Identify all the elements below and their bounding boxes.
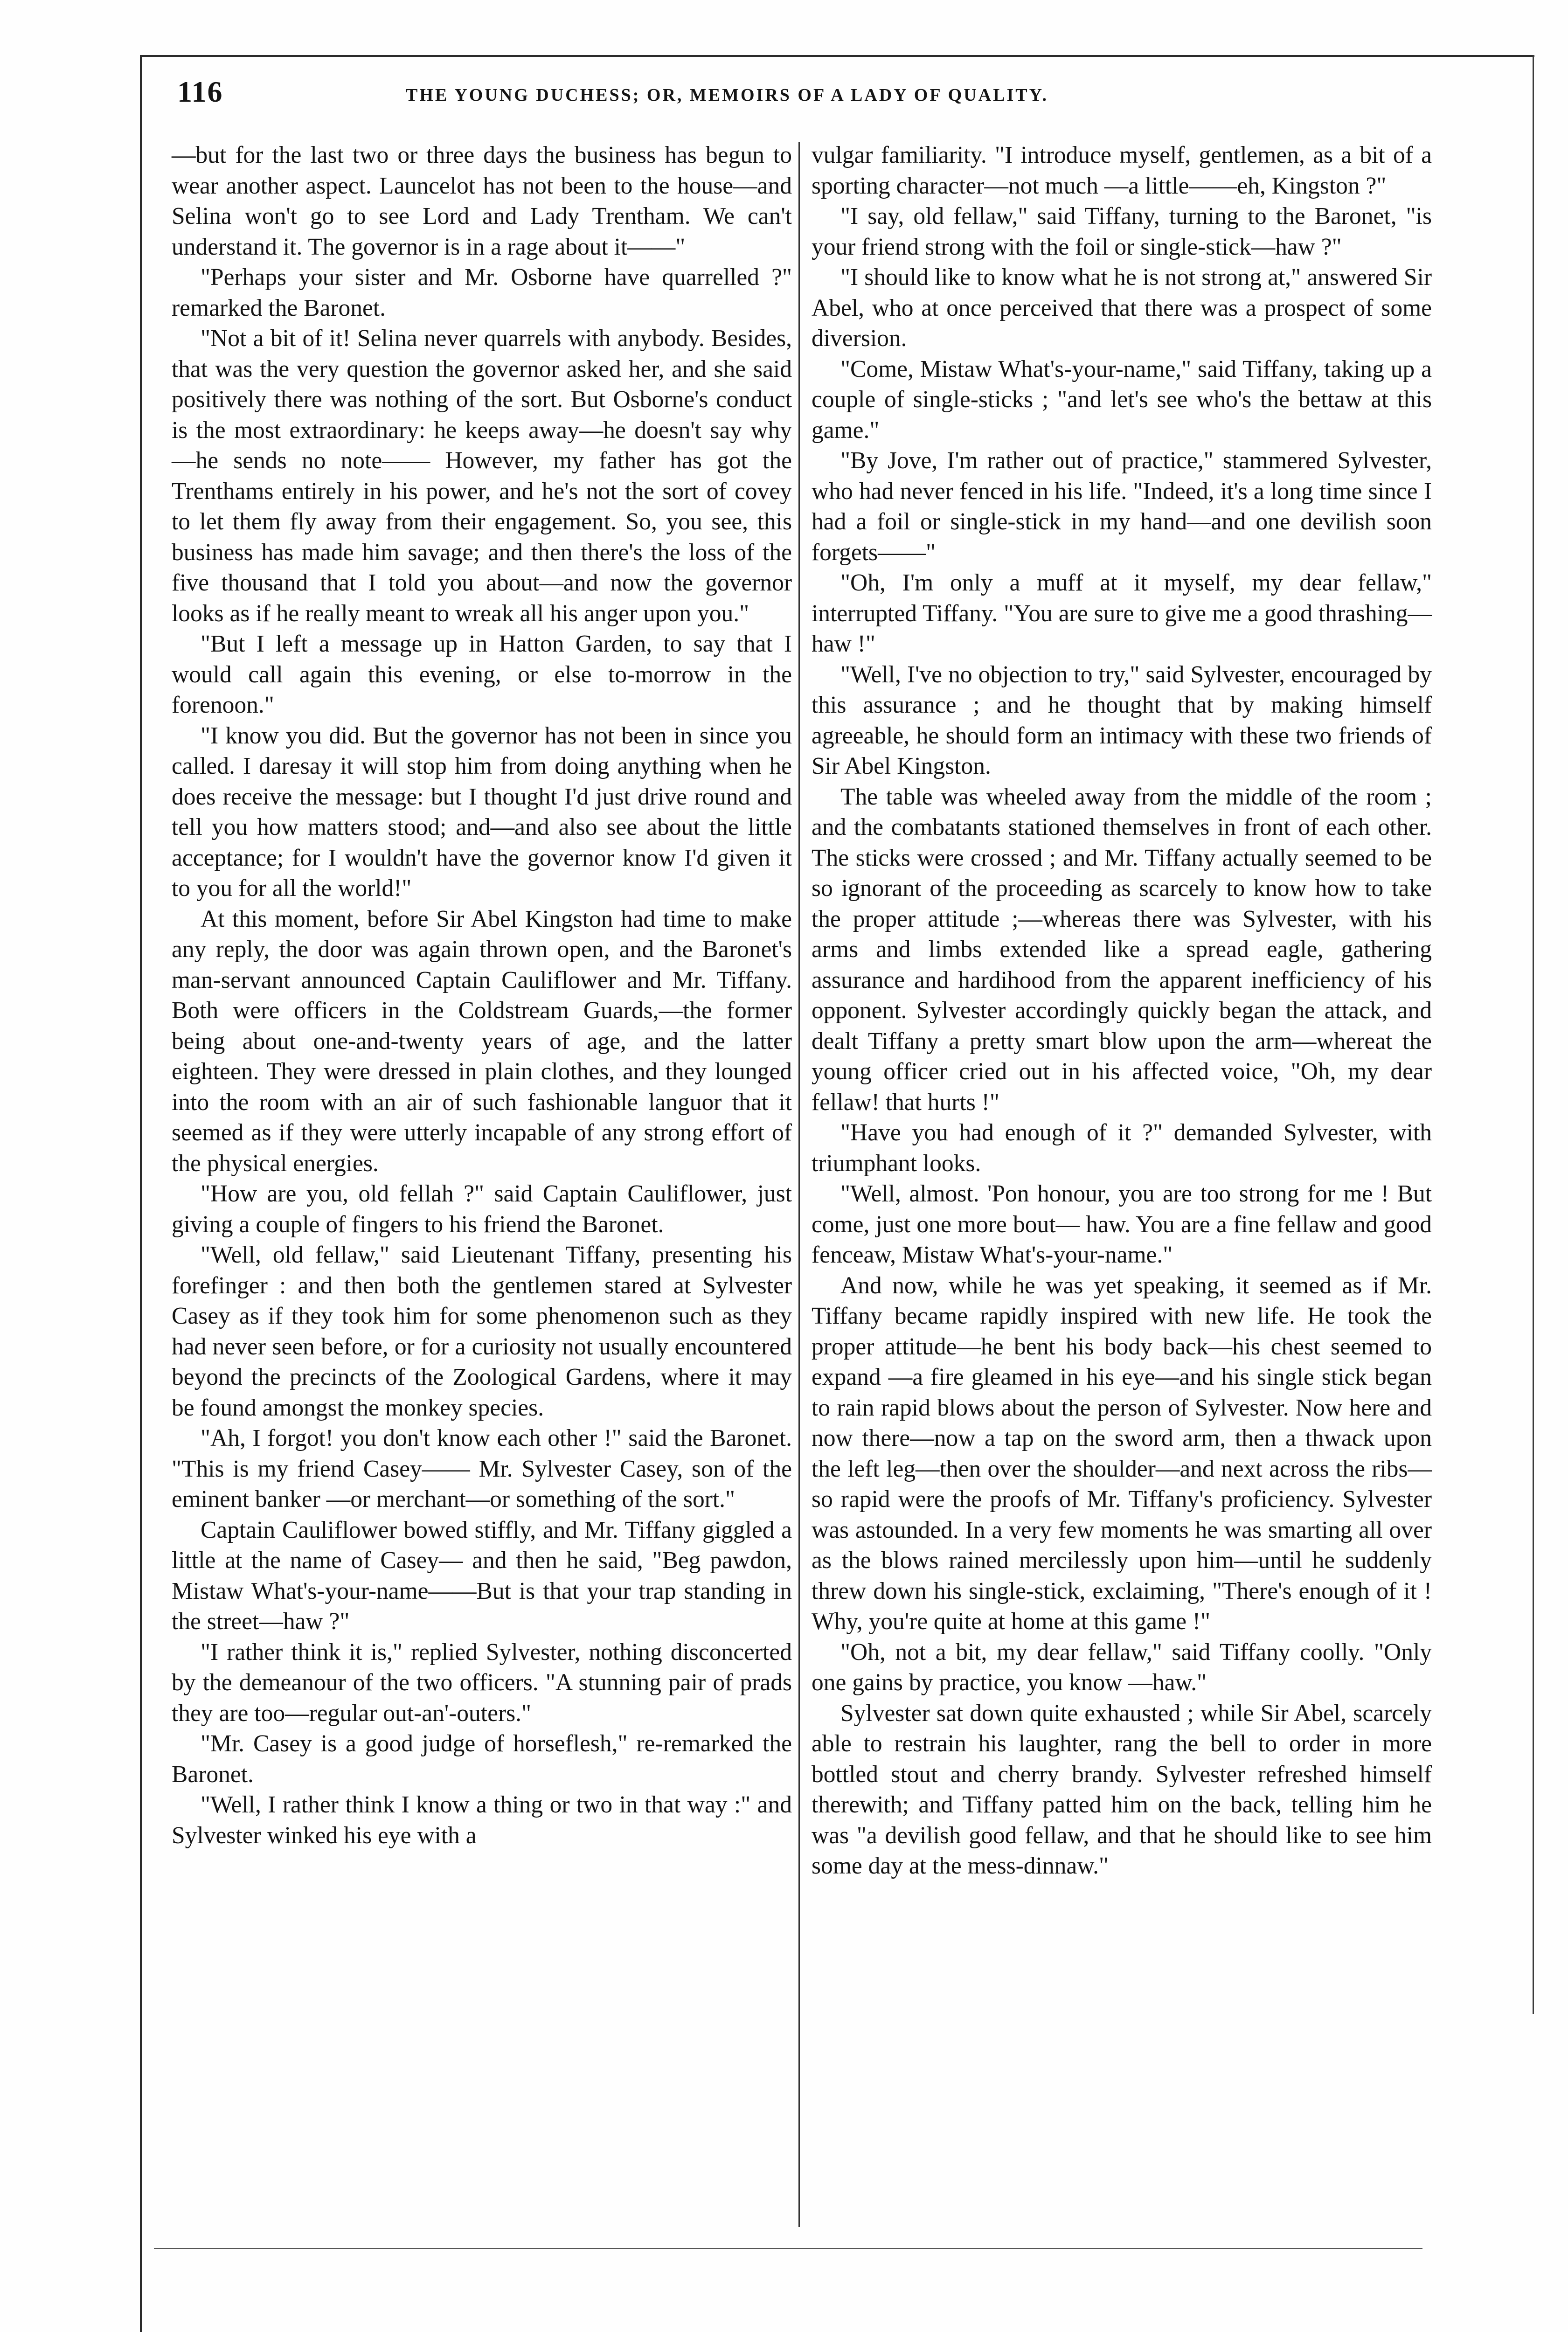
page-number: 116: [177, 75, 223, 108]
page-header: [177, 75, 1446, 126]
paragraph: "I should like to know what he is not strong at," answered Sir Abel, who at once perceived that there was a prospect of some diversion.: [812, 264, 1432, 352]
paragraph: "I know you did. But the governor has not been in since you called. I daresay it will stop him from doing anything when he does receive the message: but I thought I'd just drive round and tell you how matters stood; and—and also see about the little acceptance; for I wouldn't have the governor know I'd given it to you for all the world!": [172, 722, 792, 902]
paragraph: "Mr. Casey is a good judge of horseflesh," re-remarked the Baronet.: [172, 1730, 792, 1788]
paragraph: Sylvester sat down quite exhausted ; while Sir Abel, scarcely able to restrain his laughter, rang the bell to order in more bottled stout and cherry brandy. Sylvester refreshed himself therewith; and Tiffany patted him on the back, telling him he was "a devilish good fellaw, and that he should like to see him some day at the mess-dinnaw.": [812, 1700, 1432, 1879]
paragraph: "Come, Mistaw What's-your-name," said Tiffany, taking up a couple of single-sticks ; "and let's see who's the bettaw at this game.": [812, 355, 1432, 444]
paragraph: "Well, old fellaw," said Lieutenant Tiffany, presenting his forefinger : and then both the gentlemen stared at Sylvester Casey as if they took him for some phenomenon such as they had never seen before, or for a curiosity not usually encountered beyond the precincts of the Zoological Gardens, where it may be found amongst the monkey species.: [172, 1242, 792, 1421]
paragraph: "How are you, old fellah ?" said Captain Cauliflower, just giving a couple of fingers to his friend the Baronet.: [172, 1180, 792, 1238]
running-title: THE YOUNG DUCHESS; OR, MEMOIRS OF A LADY OF QUALITY.: [406, 85, 1049, 105]
paragraph: Captain Cauliflower bowed stiffly, and Mr. Tiffany giggled a little at the name of Casey— and then he said, "Beg pawdon, Mistaw What's-your-name——But is that your trap standing in the street—haw ?": [172, 1516, 792, 1635]
paragraph: —but for the last two or three days the business has begun to wear another aspect. Launcelot has not been to the house—and Selina won't go to see Lord and Lady Trentham. We can't understand it. The governor is in a rage about it——": [172, 142, 792, 260]
paragraph: "Well, I've no objection to try," said Sylvester, encouraged by this assurance ; and he thought that by making himself agreeable, he should form an intimacy with these two friends of Sir Abel Kingston.: [812, 661, 1432, 779]
page-border-top: [140, 55, 1534, 57]
bottom-rule: [154, 2248, 1422, 2249]
right-column: [812, 140, 1432, 1881]
paragraph: "Well, I rather think I know a thing or two in that way :" and Sylvester winked his eye with a: [172, 1791, 792, 1849]
paragraph: "I rather think it is," replied Sylvester, nothing disconcerted by the demeanour of the two officers. "A stunning pair of prads they are too—regular out-an'-outers.": [172, 1638, 792, 1727]
paragraph: "I say, old fellaw," said Tiffany, turning to the Baronet, "is your friend strong with the foil or single-stick—haw ?": [812, 203, 1432, 260]
paragraph: And now, while he was yet speaking, it seemed as if Mr. Tiffany became rapidly inspired with new life. He took the proper attitude—he bent his body back—his chest seemed to expand —a fire gleamed in his eye—and his single stick began to rain rapid blows about the person of Sylvester. Now here and now there—now a tap on the sword arm, then a thwack upon the left leg—then over the shoulder—and next across the ribs—so rapid were the proofs of Mr. Tiffany's proficiency. Sylvester was astounded. In a very few moments he was smarting all over as the blows rained mercilessly upon him—until he suddenly threw down his single-stick, exclaiming, "There's enough of it ! Why, you're quite at home at this game !": [812, 1272, 1432, 1635]
paragraph: "But I left a message up in Hatton Garden, to say that I would call again this evening, or else to-morrow in the forenoon.": [172, 631, 792, 718]
paragraph: "Well, almost. 'Pon honour, you are too strong for me ! But come, just one more bout— haw. You are a fine fellaw and good fenceaw, Mistaw What's-your-name.": [812, 1180, 1432, 1268]
paragraph: The table was wheeled away from the middle of the room ; and the combatants stationed themselves in front of each other. The sticks were crossed ; and Mr. Tiffany actually seemed to be so ignorant of the proceeding as scarcely to know how to take the proper attitude ;—whereas there was Sylvester, with his arms and limbs extended like a spread eagle, gathering assurance and hardihood from the apparent inefficiency of his opponent. Sylvester accordingly quickly began the attack, and dealt Tiffany a pretty smart blow upon the arm—whereat the young officer cried out in his affected voice, "Oh, my dear fellaw! that hurts !": [812, 783, 1432, 1116]
page-border-left: [140, 55, 142, 2332]
paragraph: "Oh, not a bit, my dear fellaw," said Tiffany coolly. "Only one gains by practice, you know —haw.": [812, 1638, 1432, 1696]
paragraph: "Not a bit of it! Selina never quarrels with anybody. Besides, that was the very question the governor asked her, and she said positively there was nothing of the sort. But Osborne's conduct is the most extraordinary: he keeps away—he doesn't say why—he sends no note—— However, my father has got the Trenthams entirely in his power, and he's not the sort of covey to let them fly away from their engagement. So, you see, this business has made him savage; and then there's the loss of the five thousand that I told you about—and now the governor looks as if he really meant to wreak all his anger upon you.": [172, 325, 792, 627]
column-divider: [798, 142, 800, 2227]
paragraph: "Perhaps your sister and Mr. Osborne have quarrelled ?" remarked the Baronet.: [172, 264, 792, 321]
paragraph: "By Jove, I'm rather out of practice," stammered Sylvester, who had never fenced in his life. "Indeed, it's a long time since I had a foil or single-stick in my hand—and one devilish soon forgets——": [812, 447, 1432, 566]
paragraph: "Have you had enough of it ?" demanded Sylvester, with triumphant looks.: [812, 1119, 1432, 1177]
paragraph: "Ah, I forgot! you don't know each other !" said the Baronet. "This is my friend Casey—— Mr. Sylvester Casey, son of the eminent banker —or merchant—or something of the sort.": [172, 1425, 792, 1513]
paragraph: "Oh, I'm only a muff at it myself, my dear fellaw," interrupted Tiffany. "You are sure to give me a good thrashing—haw !": [812, 569, 1432, 657]
paragraph: At this moment, before Sir Abel Kingston had time to make any reply, the door was again thrown open, and the Baronet's man-servant announced Captain Cauliflower and Mr. Tiffany. Both were officers in the Coldstream Guards,—the former being about one-and-twenty years of age, and the latter eighteen. They were dressed in plain clothes, and they lounged into the room with an air of such fashionable languor that it seemed as if they were utterly incapable of any strong effort of the physical energies.: [172, 905, 792, 1177]
left-column: [172, 140, 792, 1851]
page-border-right: [1533, 55, 1534, 2014]
paragraph: vulgar familiarity. "I introduce myself, gentlemen, as a bit of a sporting character—not much —a little——eh, Kingston ?": [812, 142, 1432, 199]
